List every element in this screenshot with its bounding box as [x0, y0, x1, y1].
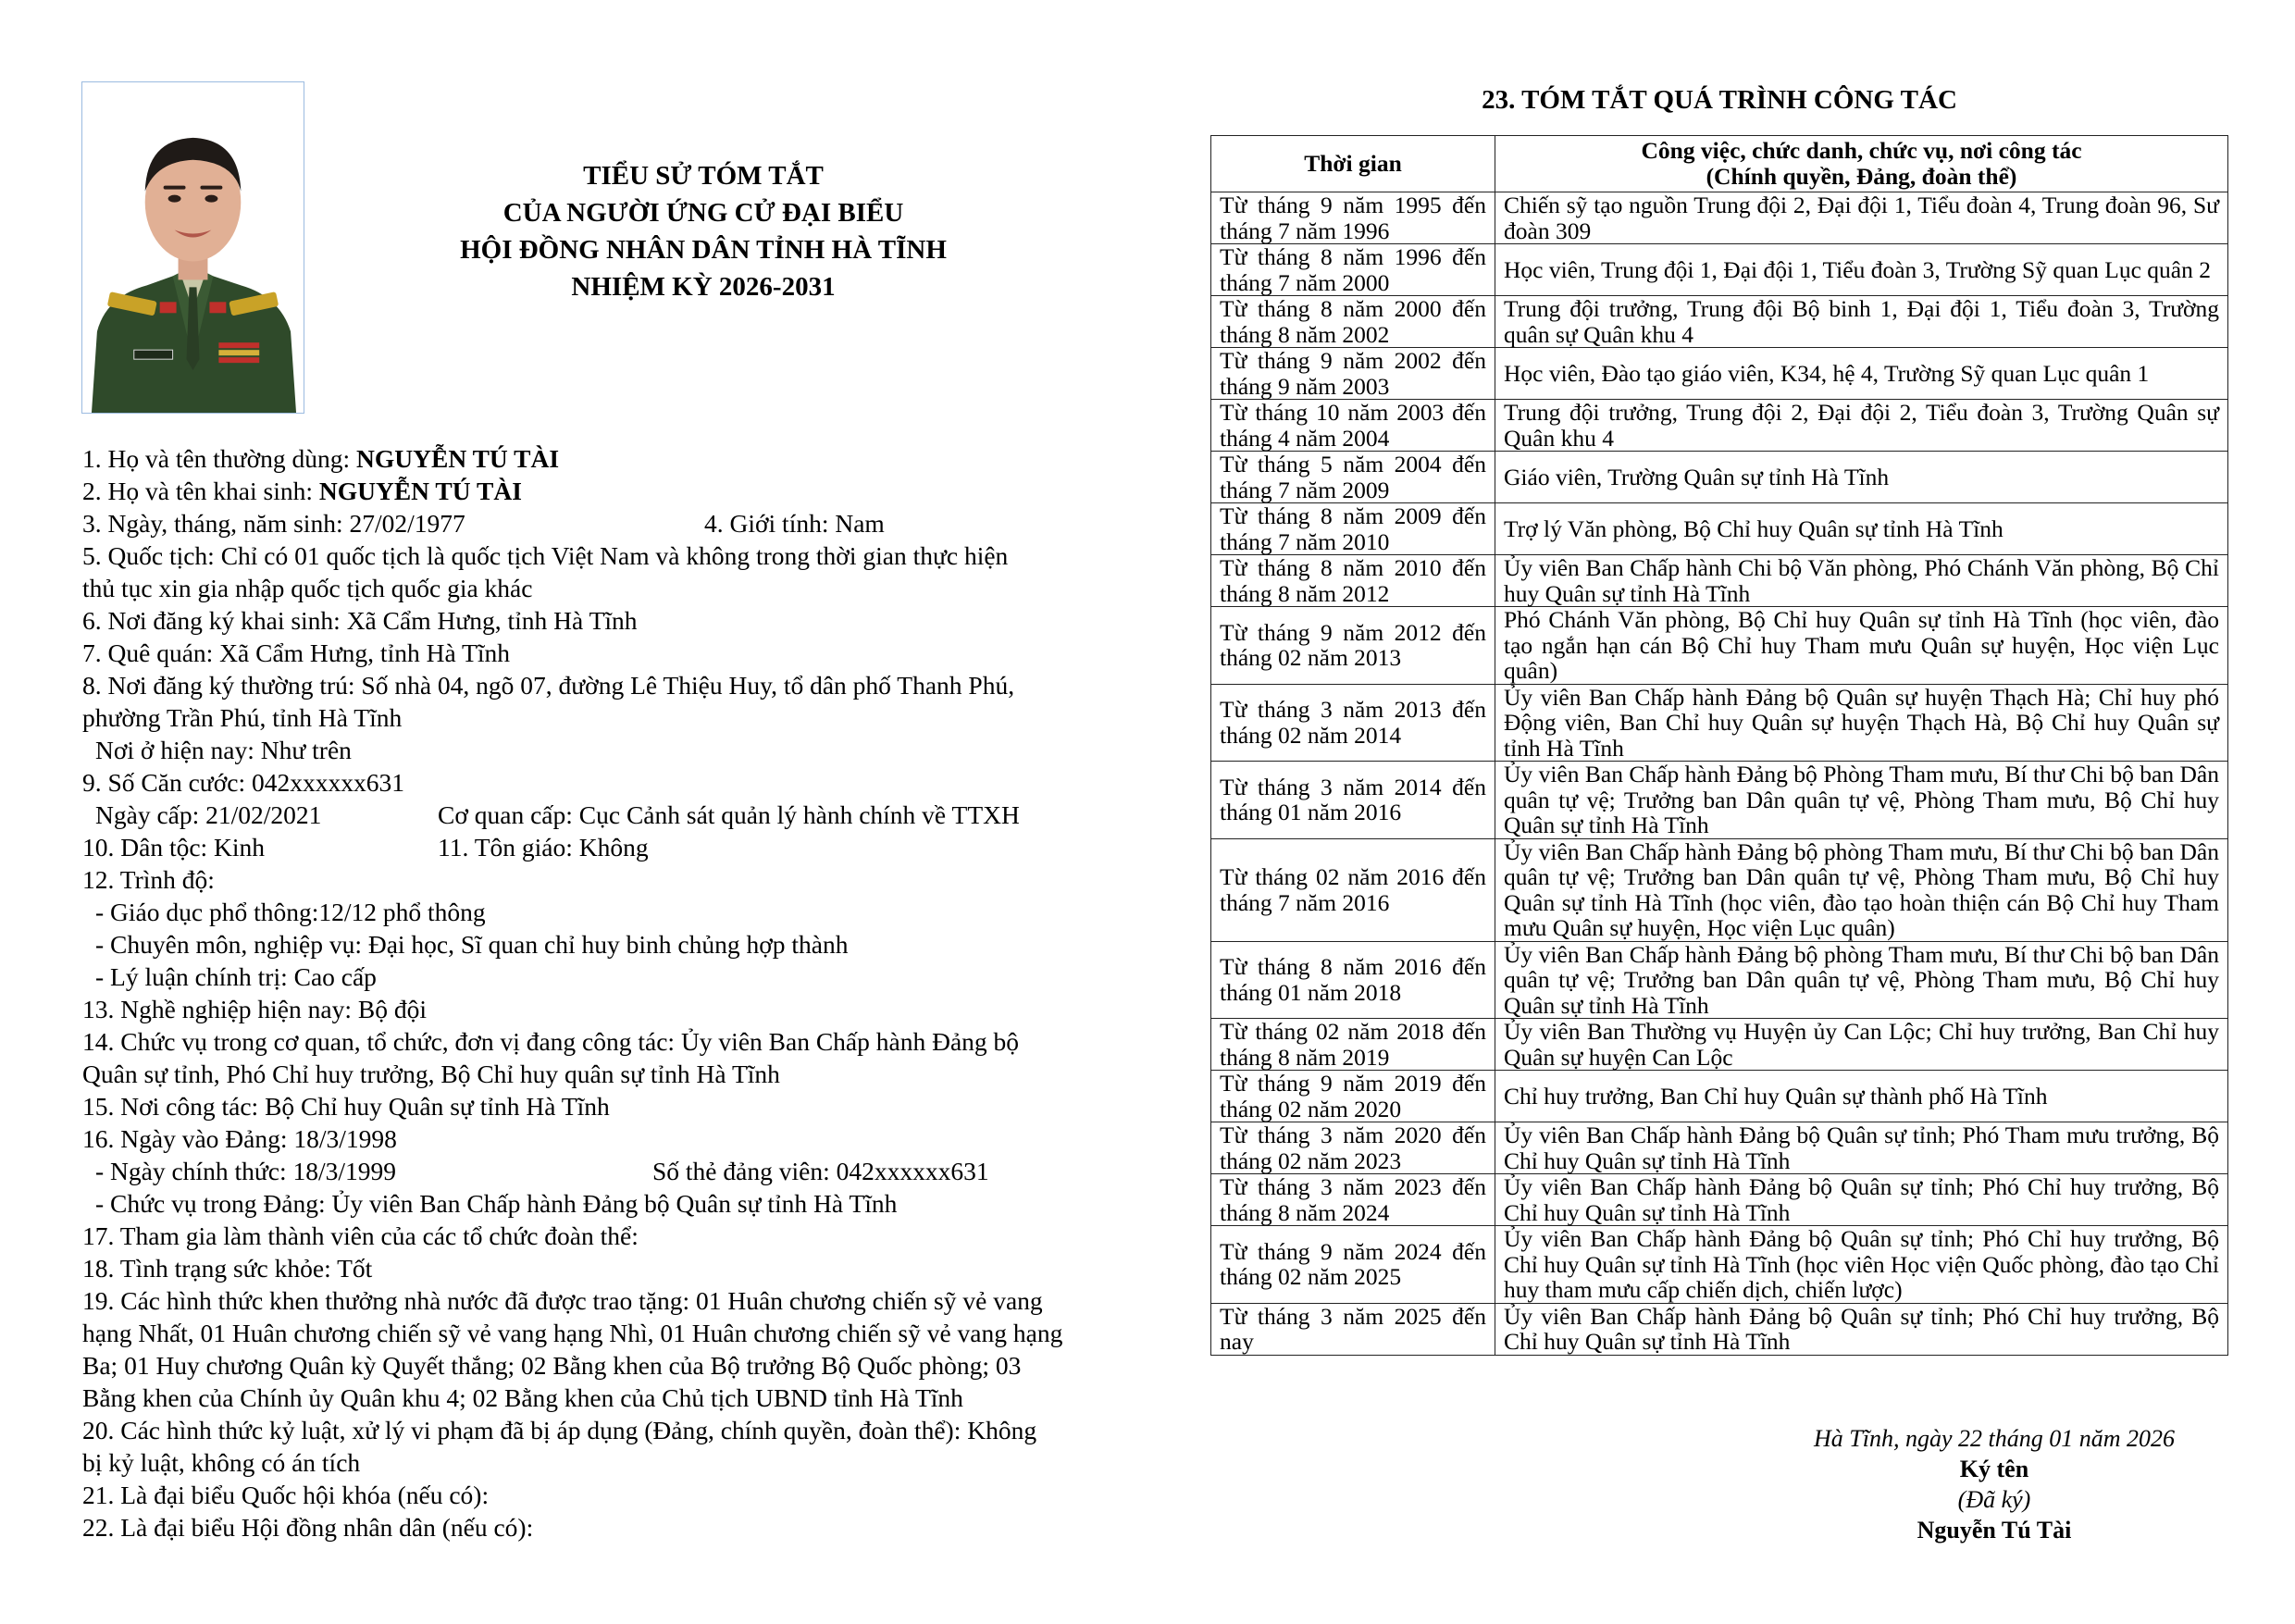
signature-block — [1693, 1423, 2295, 1545]
cell-time: Từ tháng 9 năm 1995 đến tháng 7 năm 1996 — [1211, 192, 1495, 244]
signature-label: Ký tên — [1959, 1456, 2029, 1482]
cell-time: Từ tháng 9 năm 2019 đến tháng 02 năm 2020 — [1211, 1071, 1495, 1122]
bio-line-22: 22. Là đại biểu Hội đồng nhân dân (nếu có): — [82, 1513, 534, 1542]
cell-job: Ủy viên Ban Chấp hành Đảng bộ Quân sự tỉnh; Phó Chỉ huy trưởng, Bộ Chỉ huy Quân sự tỉnh Hà Tĩnh — [1495, 1303, 2228, 1355]
table-row — [1211, 555, 2228, 607]
work-history-title: 23. TÓM TẮT QUÁ TRÌNH CÔNG TÁC — [1482, 85, 1957, 115]
cell-job: Giáo viên, Trường Quân sự tỉnh Hà Tĩnh — [1495, 452, 2228, 503]
portrait-image — [82, 82, 304, 413]
bio-line-13: 13. Nghề nghiệp hiện nay: Bộ đội — [82, 995, 427, 1023]
table-row — [1211, 400, 2228, 452]
bio-line-9-issue: Ngày cấp: 21/02/2021 Cơ quan cấp: Cục Cảnh sát quản lý hành chính về TTXH — [95, 800, 1020, 829]
header-line-4: NHIỆM KỲ 2026-2031 — [571, 272, 836, 302]
table-row — [1211, 192, 2228, 244]
bio-line-12: 12. Trình độ: — [82, 865, 215, 894]
cell-job: Ủy viên Ban Chấp hành Đảng bộ Quân sự tỉnh; Phó Chỉ huy trưởng, Bộ Chỉ huy Quân sự tỉnh Hà Tĩnh — [1495, 1174, 2228, 1226]
signer-name: Nguyễn Tú Tài — [1917, 1517, 2072, 1543]
bio-line-19c: Ba; 01 Huy chương Quân kỳ Quyết thắng; 02 Bằng khen của Bộ trưởng Bộ Quốc phòng; 03 — [82, 1351, 1022, 1380]
bio-line-21: 21. Là đại biểu Quốc hội khóa (nếu có): — [82, 1481, 490, 1509]
cell-time: Từ tháng 5 năm 2004 đến tháng 7 năm 2009 — [1211, 452, 1495, 503]
bio-line-17: 17. Tham gia làm thành viên của các tổ chức đoàn thể: — [82, 1221, 639, 1250]
bio-line-9: 9. Số Căn cước: 042xxxxxx631 — [82, 768, 404, 797]
table-row — [1211, 1122, 2228, 1174]
header-job: Công việc, chức danh, chức vụ, nơi công tác (Chính quyền, Đảng, đoàn thể) — [1495, 136, 2228, 192]
cell-time: Từ tháng 3 năm 2023 đến tháng 8 năm 2024 — [1211, 1174, 1495, 1226]
bio-line-12c: - Lý luận chính trị: Cao cấp — [95, 962, 377, 991]
cell-job: Trợ lý Văn phòng, Bộ Chỉ huy Quân sự tỉnh Hà Tĩnh — [1495, 503, 2228, 555]
work-history-table — [1210, 135, 2228, 1356]
table-header-row — [1211, 136, 2228, 192]
cell-job: Ủy viên Ban Chấp hành Chi bộ Văn phòng, Phó Chánh Văn phòng, Bộ Chỉ huy Quân sự tỉnh Hà Tĩnh — [1495, 555, 2228, 607]
table-row — [1211, 348, 2228, 400]
bio-line-6: 6. Nơi đăng ký khai sinh: Xã Cẩm Hưng, tỉnh Hà Tĩnh — [82, 606, 638, 635]
bio-line-16c: - Chức vụ trong Đảng: Ủy viên Ban Chấp hành Đảng bộ Quân sự tỉnh Hà Tĩnh — [95, 1189, 898, 1218]
bio-line-8c: Nơi ở hiện nay: Như trên — [95, 736, 352, 764]
cell-time: Từ tháng 9 năm 2012 đến tháng 02 năm 2013 — [1211, 607, 1495, 685]
bio-line-8a: 8. Nơi đăng ký thường trú: Số nhà 04, ngõ 07, đường Lê Thiệu Huy, tổ dân phố Thanh Phú, — [82, 671, 1015, 700]
cell-time: Từ tháng 8 năm 1996 đến tháng 7 năm 2000 — [1211, 244, 1495, 296]
header-line-1: TIỂU SỬ TÓM TẮT — [583, 161, 824, 191]
cell-time: Từ tháng 9 năm 2002 đến tháng 9 năm 2003 — [1211, 348, 1495, 400]
bio-line-1: 1. Họ và tên thường dùng: NGUYỄN TÚ TÀI — [82, 444, 560, 473]
common-name: NGUYỄN TÚ TÀI — [356, 444, 560, 473]
header-line-3: HỘI ĐỒNG NHÂN DÂN TỈNH HÀ TĨNH — [460, 235, 947, 265]
cell-job: Phó Chánh Văn phòng, Bộ Chỉ huy Quân sự tỉnh Hà Tĩnh (học viên, đào tạo ngắn hạn cán Bộ Chỉ huy Tham mưu Quân sự huyện, Học viện Lục quân) — [1495, 607, 2228, 685]
table-row — [1211, 244, 2228, 296]
cell-job: Trung đội trưởng, Trung đội Bộ binh 1, Đại đội 1, Tiểu đoàn 3, Trường quân sự Quân khu 4 — [1495, 296, 2228, 348]
header-line-2: CỦA NGƯỜI ỨNG CỬ ĐẠI BIỂU — [502, 198, 904, 228]
cell-job: Chiến sỹ tạo nguồn Trung đội 2, Đại đội 1, Tiểu đoàn 4, Trung đoàn 96, Sư đoàn 309 — [1495, 192, 2228, 244]
cell-job: Học viên, Trung đội 1, Đại đội 1, Tiểu đoàn 3, Trường Sỹ quan Lục quân 2 — [1495, 244, 2228, 296]
cell-time: Từ tháng 8 năm 2000 đến tháng 8 năm 2002 — [1211, 296, 1495, 348]
work-history-rows — [1211, 192, 2228, 1356]
cell-time: Từ tháng 8 năm 2016 đến tháng 01 năm 2018 — [1211, 941, 1495, 1019]
table-row — [1211, 1303, 2228, 1355]
bio-line-14a: 14. Chức vụ trong cơ quan, tổ chức, đơn vị đang công tác: Ủy viên Ban Chấp hành Đảng bộ — [82, 1027, 1020, 1056]
cell-job: Ủy viên Ban Chấp hành Đảng bộ phòng Tham mưu, Bí thư Chi bộ ban Dân quân tự vệ; Trưởng ban Dân quân tự vệ, Phòng Tham mưu, Bộ Chỉ huy Quân sự tỉnh Hà Tĩnh — [1495, 941, 2228, 1019]
signed-note: (Đã ký) — [1957, 1486, 2031, 1513]
bio-line-18: 18. Tình trạng sức khỏe: Tốt — [82, 1254, 373, 1283]
header-time: Thời gian — [1211, 136, 1495, 192]
cell-job: Trung đội trưởng, Trung đội 2, Đại đội 2, Tiểu đoàn 3, Trường Quân sự Quân khu 4 — [1495, 400, 2228, 452]
document-header — [315, 157, 1092, 305]
cell-job: Ủy viên Ban Chấp hành Đảng bộ Quân sự huyện Thạch Hà; Chỉ huy phó Động viên, Ban Chỉ huy Quân sự huyện Thạch Hà, Bộ Chỉ huy Quân sự tỉnh Hà Tĩnh — [1495, 684, 2228, 762]
cell-time: Từ tháng 3 năm 2020 đến tháng 02 năm 2023 — [1211, 1122, 1495, 1174]
bio-line-16-official: - Ngày chính thức: 18/3/1999 Số thẻ đảng viên: 042xxxxxx631 — [95, 1157, 989, 1185]
cell-job: Ủy viên Ban Chấp hành Đảng bộ phòng Tham mưu, Bí thư Chi bộ ban Dân quân tự vệ; Trưởng ban Dân quân tự vệ, Phòng Tham mưu, Bộ Chỉ huy Quân sự tỉnh Hà Tĩnh (học viên, đào tạo hoàn thiện cán Bộ Chỉ huy Tham mưu Quân sự huyện, Học viện Lục quân) — [1495, 838, 2228, 941]
bio-line-19d: Bằng khen của Chính ủy Quân khu 4; 02 Bằng khen của Chủ tịch UBND tỉnh Hà Tĩnh — [82, 1383, 963, 1412]
cell-time: Từ tháng 8 năm 2010 đến tháng 8 năm 2012 — [1211, 555, 1495, 607]
table-row — [1211, 452, 2228, 503]
cell-job: Ủy viên Ban Thường vụ Huyện ủy Can Lộc; Chỉ huy trưởng, Ban Chỉ huy Quân sự huyện Can Lộc — [1495, 1019, 2228, 1071]
cell-time: Từ tháng 3 năm 2013 đến tháng 02 năm 2014 — [1211, 684, 1495, 762]
bio-line-2: 2. Họ và tên khai sinh: NGUYỄN TÚ TÀI — [82, 477, 522, 505]
bio-line-12a: - Giáo dục phổ thông:12/12 phổ thông — [95, 898, 486, 926]
biography-list — [82, 442, 1128, 1543]
bio-line-7: 7. Quê quán: Xã Cẩm Hưng, tỉnh Hà Tĩnh — [82, 638, 510, 667]
table-row — [1211, 838, 2228, 941]
birth-name: NGUYỄN TÚ TÀI — [318, 477, 522, 505]
candidate-photo — [81, 81, 304, 414]
cell-job: Ủy viên Ban Chấp hành Đảng bộ Quân sự tỉnh; Phó Tham mưu trưởng, Bộ Chỉ huy Quân sự tỉnh Hà Tĩnh — [1495, 1122, 2228, 1174]
cell-job: Ủy viên Ban Chấp hành Đảng bộ Quân sự tỉnh; Phó Chỉ huy trưởng, Bộ Chỉ huy Quân sự tỉnh Hà Tĩnh (học viên Học viện Quốc phòng, đào tạo Chỉ huy tham mưu cấp chiến dịch, chiến lược) — [1495, 1226, 2228, 1304]
bio-line-20b: bị kỷ luật, không có án tích — [82, 1448, 361, 1477]
cell-time: Từ tháng 02 năm 2016 đến tháng 7 năm 2016 — [1211, 838, 1495, 941]
table-row — [1211, 941, 2228, 1019]
cell-time: Từ tháng 10 năm 2003 đến tháng 4 năm 2004 — [1211, 400, 1495, 452]
place-date: Hà Tĩnh, ngày 22 tháng 01 năm 2026 — [1814, 1425, 2175, 1452]
bio-line-8b: phường Trần Phú, tỉnh Hà Tĩnh — [82, 703, 403, 732]
bio-line-5a: 5. Quốc tịch: Chỉ có 01 quốc tịch là quốc tịch Việt Nam và không trong thời gian thực hiện — [82, 541, 1009, 570]
bio-line-15: 15. Nơi công tác: Bộ Chỉ huy Quân sự tỉnh Hà Tĩnh — [82, 1092, 610, 1121]
table-row — [1211, 1019, 2228, 1071]
table-row — [1211, 1174, 2228, 1226]
cell-time: Từ tháng 3 năm 2014 đến tháng 01 năm 2016 — [1211, 762, 1495, 839]
table-row — [1211, 1071, 2228, 1122]
table-row — [1211, 684, 2228, 762]
cell-time: Từ tháng 8 năm 2009 đến tháng 7 năm 2010 — [1211, 503, 1495, 555]
table-row — [1211, 1226, 2228, 1304]
cell-job: Ủy viên Ban Chấp hành Đảng bộ Phòng Tham mưu, Bí thư Chi bộ ban Dân quân tự vệ; Trưởng ban Dân quân tự vệ, Phòng Tham mưu, Bộ Chỉ huy Quân sự tỉnh Hà Tĩnh — [1495, 762, 2228, 839]
cell-job: Chỉ huy trưởng, Ban Chỉ huy Quân sự thành phố Hà Tĩnh — [1495, 1071, 2228, 1122]
cell-time: Từ tháng 9 năm 2024 đến tháng 02 năm 2025 — [1211, 1226, 1495, 1304]
table-row — [1211, 503, 2228, 555]
bio-line-19b: hạng Nhất, 01 Huân chương chiến sỹ vẻ vang hạng Nhì, 01 Huân chương chiến sỹ vẻ vang hạng — [82, 1319, 1063, 1347]
table-row — [1211, 607, 2228, 685]
bio-line-10: 10. Dân tộc: Kinh 11. Tôn giáo: Không — [82, 833, 649, 862]
bio-line-14b: Quân sự tỉnh, Phó Chỉ huy trưởng, Bộ Chỉ huy quân sự tỉnh Hà Tĩnh — [82, 1060, 780, 1088]
bio-line-20a: 20. Các hình thức kỷ luật, xử lý vi phạm đã bị áp dụng (Đảng, chính quyền, đoàn thể): Không — [82, 1416, 1037, 1444]
table-row — [1211, 762, 2228, 839]
cell-time: Từ tháng 02 năm 2018 đến tháng 8 năm 2019 — [1211, 1019, 1495, 1071]
table-row — [1211, 296, 2228, 348]
bio-line-3: 3. Ngày, tháng, năm sinh: 27/02/1977 4. Giới tính: Nam — [82, 509, 885, 538]
bio-line-12b: - Chuyên môn, nghiệp vụ: Đại học, Sĩ quan chỉ huy binh chủng hợp thành — [95, 930, 849, 959]
bio-line-16: 16. Ngày vào Đảng: 18/3/1998 — [82, 1124, 397, 1153]
bio-line-5b: thủ tục xin gia nhập quốc tịch quốc gia khác — [82, 574, 533, 602]
bio-line-19a: 19. Các hình thức khen thưởng nhà nước đã được trao tặng: 01 Huân chương chiến sỹ vẻ vang — [82, 1286, 1043, 1315]
cell-job: Học viên, Đào tạo giáo viên, K34, hệ 4, Trường Sỹ quan Lục quân 1 — [1495, 348, 2228, 400]
cell-time: Từ tháng 3 năm 2025 đến nay — [1211, 1303, 1495, 1355]
